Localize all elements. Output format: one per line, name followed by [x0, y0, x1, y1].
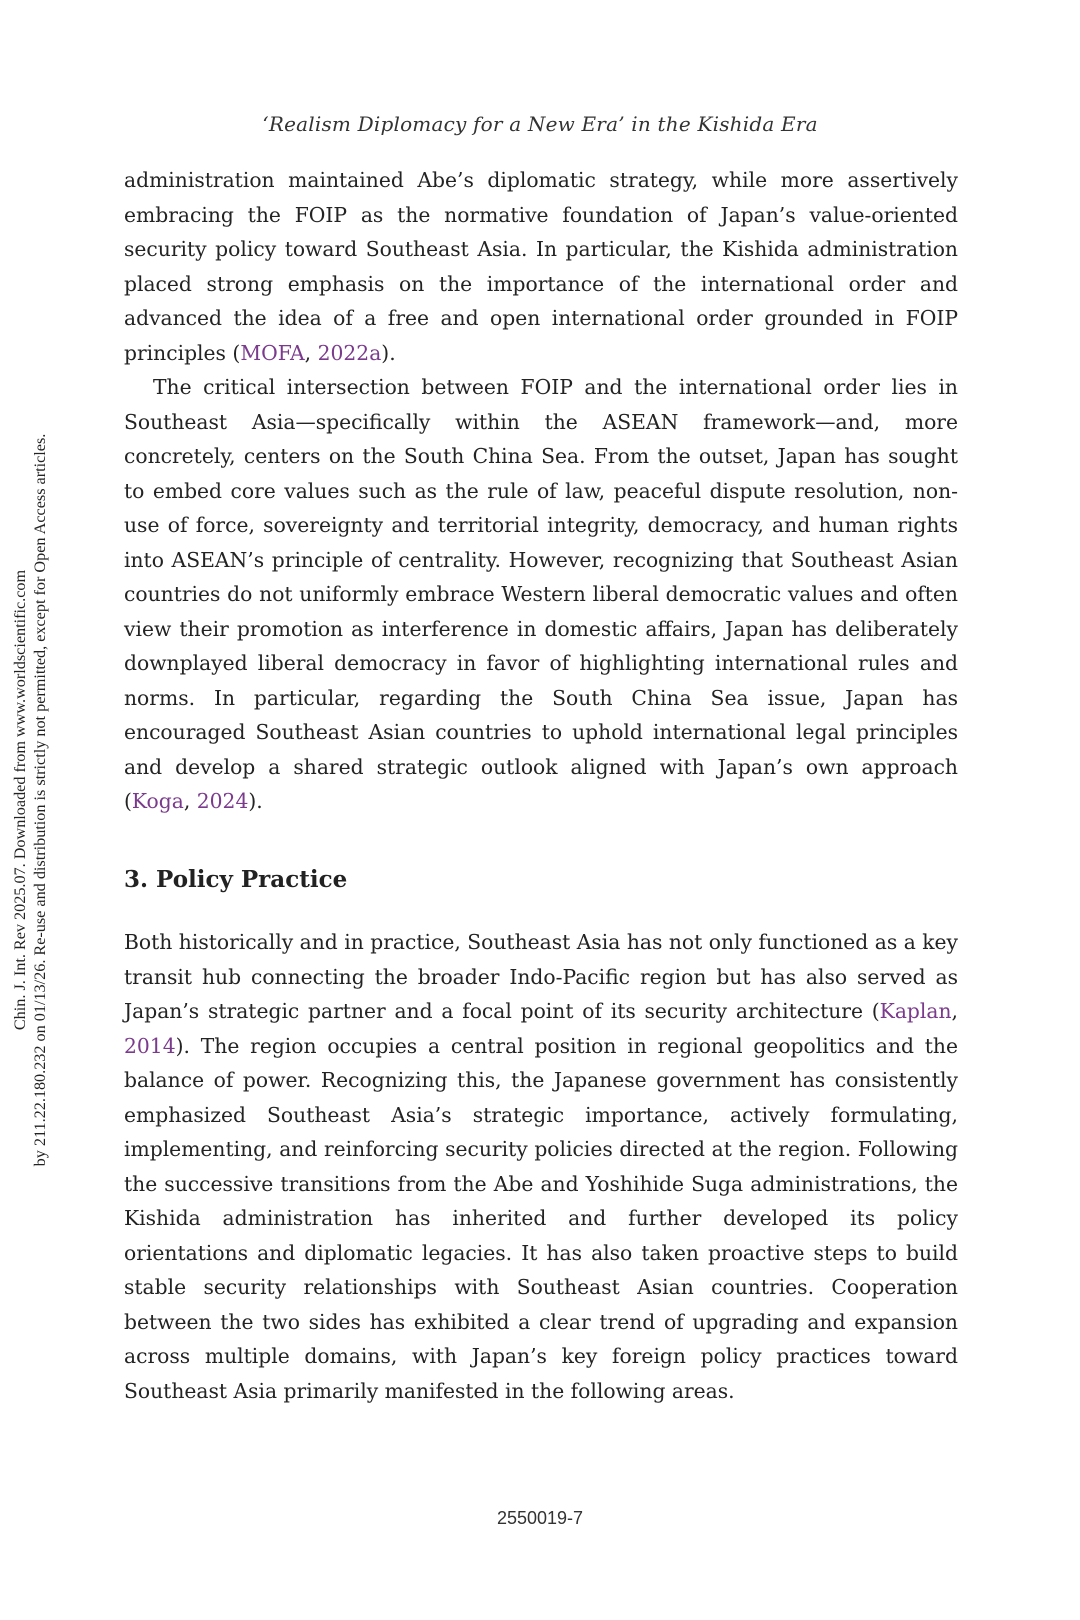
download-notice-sidebar: [0, 350, 60, 1250]
citation-koga-year-link[interactable]: 2024: [196, 789, 249, 813]
citation-kaplan-author-link[interactable]: Kaplan: [879, 999, 952, 1023]
paragraph-1-text-b: ).: [381, 340, 396, 365]
citation-separator: ,: [304, 340, 318, 365]
running-head: ‘Realism Diplomacy for a New Era’ in the Kishida Era: [262, 112, 818, 136]
paragraph-3-text-b: ). The region occupies a central position in regional geopolitics and the balance of power. Recognizing this, the Japanese government has consistently emphasized Southeast Asia’s strategic importance, actively formulating, implementing, and reinforcing security policies directed at the region. Following the successive transitions from the Abe and Yoshihide Suga administrations, the Kishida administration has inherited and further developed its policy orientations and diplomatic legacies. It has also taken proactive steps to build stable security relationships with Southeast Asian countries. Cooperation between the two sides has exhibited a clear trend of upgrading and expansion across multiple domains, with Japan’s key foreign policy practices toward Southeast Asia primarily manifested in the following areas.: [124, 1033, 958, 1403]
paragraph-2-text-b: ).: [248, 789, 263, 813]
citation-separator: ,: [183, 789, 197, 813]
paragraph-1-text-a: administration maintained Abe’s diplomatic strategy, while more assertively embracing the FOIP as the normative foundation of Japan’s value-oriented security policy toward Southeast Asia. In particular, the Kishida administration placed strong emphasis on the importance of the international order and advanced the idea of a free and open international order grounded in FOIP principles (: [124, 168, 958, 365]
citation-mofa-year-link[interactable]: 2022a: [317, 340, 382, 365]
page-number: 2550019-7: [496, 1508, 584, 1528]
download-notice-line-2: by 211.22.180.232 on 01/13/26. Re-use and distribution is strictly not permitted, except for Open Access articles.: [31, 433, 49, 1167]
citation-separator: ,: [951, 999, 958, 1023]
paragraph-2-text-a: The critical intersection between FOIP and the international order lies in Southeast Asia—specifically within the ASEAN framework—and, more concretely, centers on the South China Sea. From the outset, Japan has sought to embed core values such as the rule of law, peaceful dispute resolution, non-use of force, sovereignty and territorial integrity, democracy, and human rights into ASEAN’s principle of centrality. However, recognizing that Southeast Asian countries do not uniformly embrace Western liberal democratic values and often view their promotion as interference in domestic affairs, Japan has deliberately downplayed liberal democracy in favor of highlighting international rules and norms. In particular, regarding the South China Sea issue, Japan has encouraged Southeast Asian countries to uphold international legal principles and develop a shared strategic outlook aligned with Japan’s own approach (: [124, 375, 958, 813]
paragraph-2: [124, 370, 958, 819]
paragraph-3: [124, 925, 958, 1408]
citation-mofa-author-link[interactable]: MOFA: [240, 340, 305, 365]
download-notice-line-1: Chin. J. Int. Rev 2025.07. Downloaded from www.worldscientific.com: [11, 569, 29, 1031]
section-heading: 3. Policy Practice: [124, 866, 348, 893]
citation-kaplan-year-link[interactable]: 2014: [124, 1033, 176, 1058]
citation-koga-author-link[interactable]: Koga: [131, 789, 184, 813]
paragraph-1: [124, 163, 958, 370]
paragraph-3-text-a: Both historically and in practice, Southeast Asia has not only functioned as a key transit hub connecting the broader Indo-Pacific region but has also served as Japan’s strategic partner and a focal point of its security architecture (: [124, 930, 958, 1023]
